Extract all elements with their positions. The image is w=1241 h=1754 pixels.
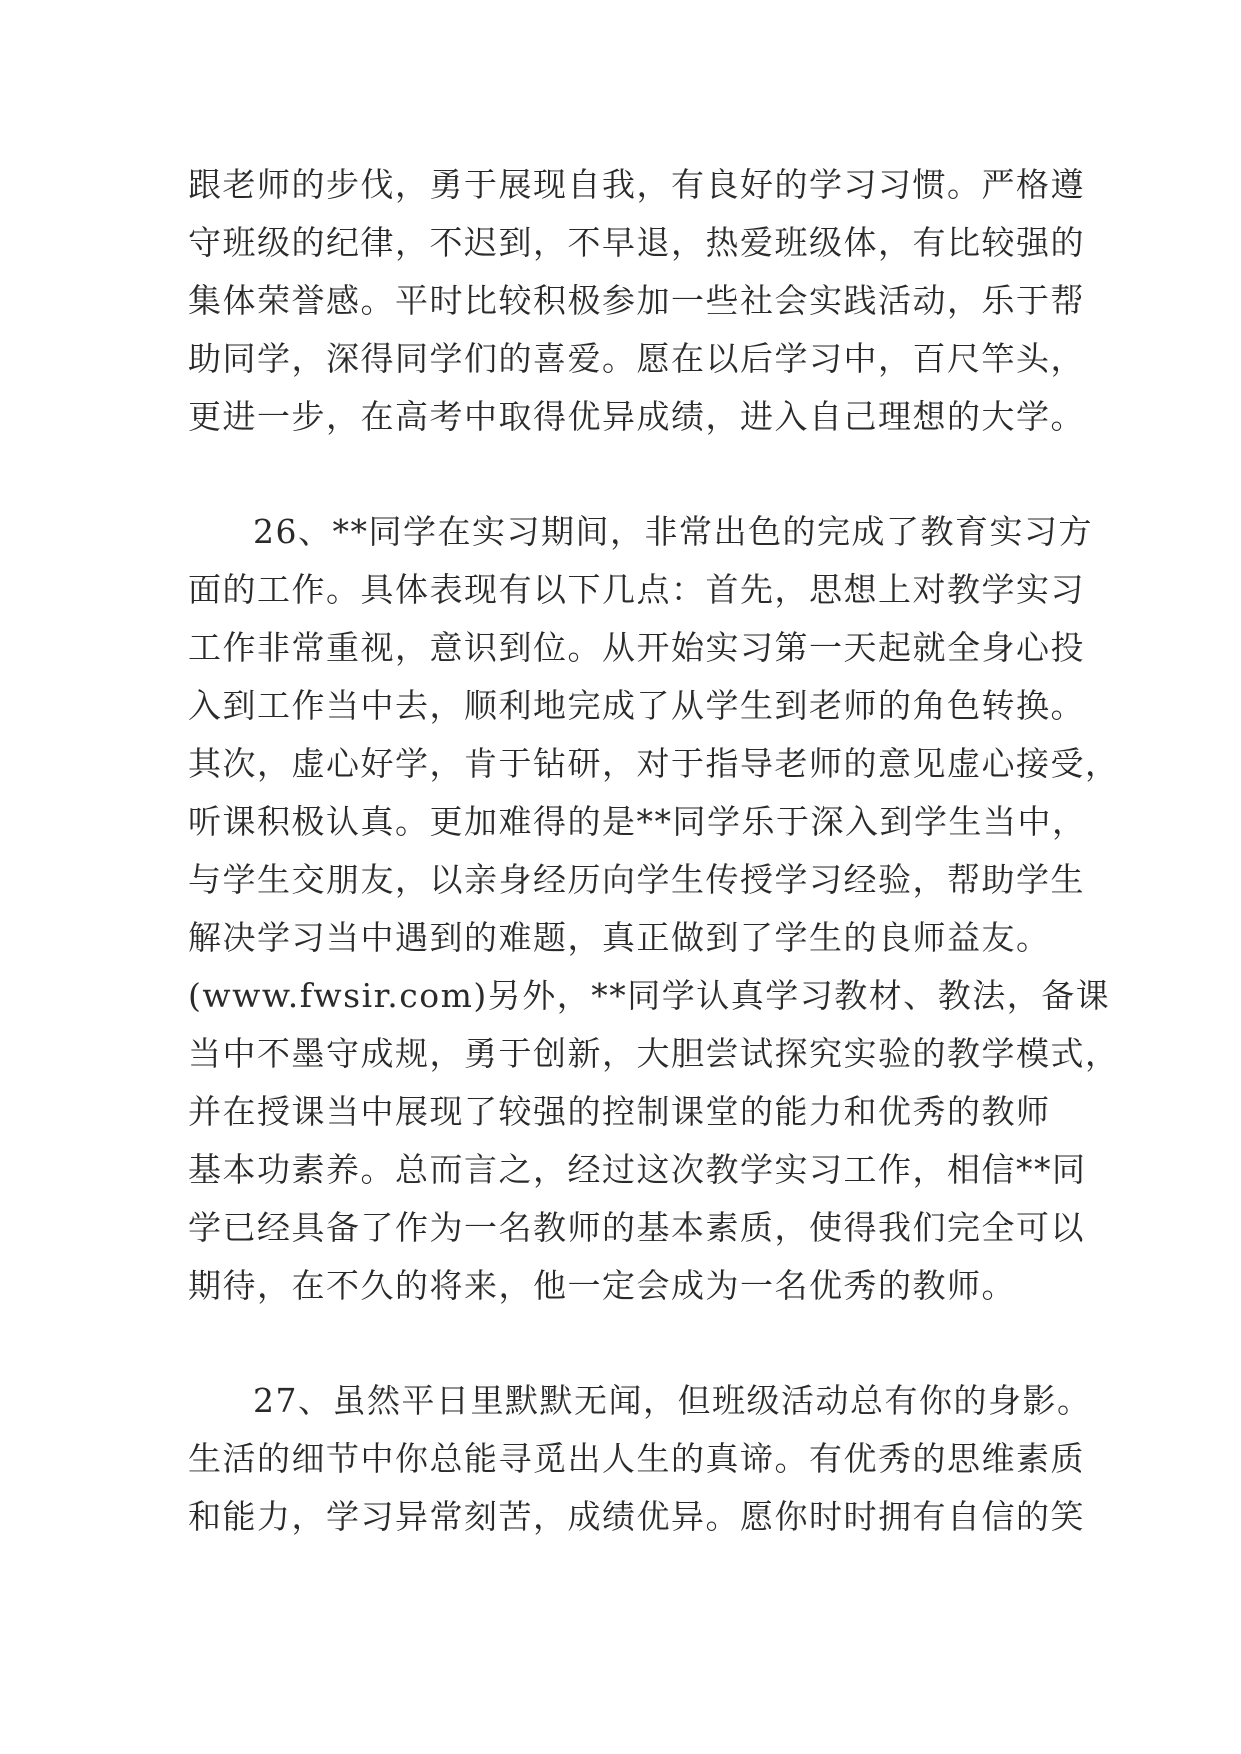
paragraph-1-line-2: 守班级的纪律，不迟到，不早退，热爱班级体，有比较强的 — [188, 223, 1085, 262]
paragraph-1-line-1: 跟老师的步伐，勇于展现自我，有良好的学习习惯。严格遵 — [188, 165, 1085, 204]
paragraph-2-line-13: 学已经具备了作为一名教师的基本素质，使得我们完全可以 — [188, 1208, 1085, 1247]
paragraph-2-line-1: 26、**同学在实习期间，非常出色的完成了教育实习方 — [253, 512, 1093, 551]
paragraph-2-line-10: 当中不墨守成规，勇于创新，大胆尝试探究实验的教学模式， — [188, 1034, 1120, 1073]
paragraph-1-line-4: 助同学，深得同学们的喜爱。愿在以后学习中，百尺竿头， — [188, 339, 1085, 378]
paragraph-2-line-14: 期待，在不久的将来，他一定会成为一名优秀的教师。 — [188, 1266, 1016, 1305]
paragraph-2-line-9: (www.fwsir.com)另外，**同学认真学习教材、教法，备课 — [188, 976, 1111, 1015]
paragraph-1-line-5: 更进一步，在高考中取得优异成绩，进入自己理想的大学。 — [188, 397, 1085, 436]
paragraph-2-line-3: 工作非常重视，意识到位。从开始实习第一天起就全身心投 — [188, 628, 1085, 667]
paragraph-1-line-3: 集体荣誉感。平时比较积极参加一些社会实践活动，乐于帮 — [188, 281, 1085, 320]
paragraph-3-line-2: 生活的细节中你总能寻觅出人生的真谛。有优秀的思维素质 — [188, 1439, 1085, 1478]
paragraph-2-line-6: 听课积极认真。更加难得的是**同学乐于深入到学生当中， — [188, 802, 1087, 841]
paragraph-2-line-7: 与学生交朋友，以亲身经历向学生传授学习经验，帮助学生 — [188, 860, 1085, 899]
paragraph-3-line-1: 27、虽然平日里默默无闻，但班级活动总有你的身影。 — [253, 1381, 1092, 1420]
paragraph-2-line-8: 解决学习当中遇到的难题，真正做到了学生的良师益友。 — [188, 918, 1051, 957]
paragraph-2-line-5: 其次，虚心好学，肯于钻研，对于指导老师的意见虚心接受， — [188, 744, 1120, 783]
paragraph-2-line-12: 基本功素养。总而言之，经过这次教学实习工作，相信**同 — [188, 1150, 1087, 1189]
paragraph-2-line-2: 面的工作。具体表现有以下几点：首先，思想上对教学实习 — [188, 570, 1085, 609]
paragraph-2-line-11: 并在授课当中展现了较强的控制课堂的能力和优秀的教师 — [188, 1092, 1051, 1131]
paragraph-3-line-3: 和能力，学习异常刻苦，成绩优异。愿你时时拥有自信的笑 — [188, 1497, 1085, 1536]
paragraph-2-line-4: 入到工作当中去，顺利地完成了从学生到老师的角色转换。 — [188, 686, 1085, 725]
